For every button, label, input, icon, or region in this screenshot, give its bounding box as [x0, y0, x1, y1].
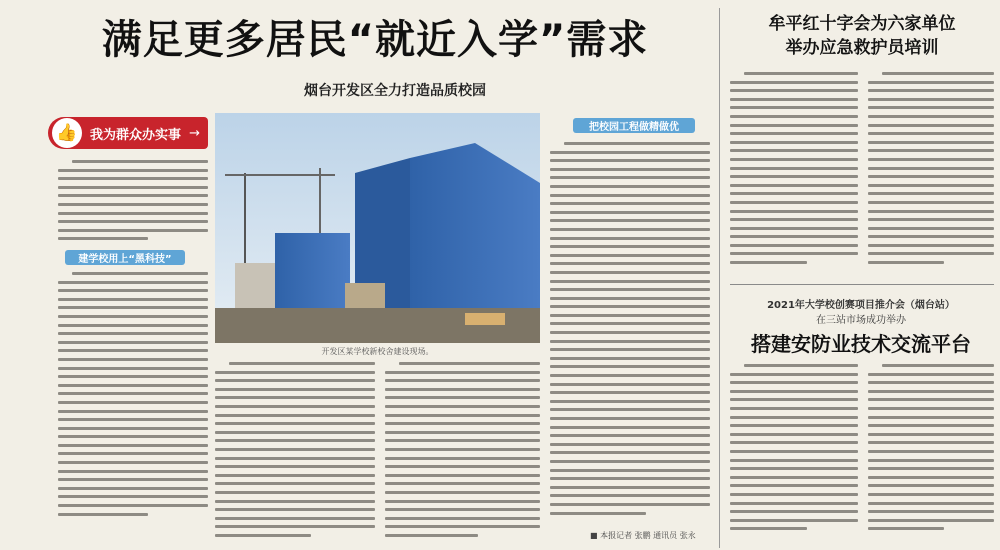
text-line — [58, 332, 208, 335]
text-line — [730, 493, 858, 496]
text-line — [868, 519, 994, 522]
text-line — [215, 379, 375, 382]
article-subheadline: 烟台开发区全力打造品质校园 — [304, 83, 486, 99]
text-line — [550, 271, 710, 274]
text-line — [730, 184, 858, 187]
text-line — [730, 381, 858, 384]
text-line — [550, 254, 710, 257]
text-line — [868, 493, 994, 496]
text-line — [550, 314, 710, 317]
text-line — [868, 115, 994, 118]
text-line — [868, 527, 944, 530]
text-line — [550, 219, 710, 222]
text-line — [730, 424, 858, 427]
text-line — [744, 72, 858, 75]
text-line — [868, 450, 994, 453]
text-line — [58, 177, 208, 180]
text-line — [385, 525, 540, 528]
text-line — [58, 495, 208, 498]
text-line — [868, 124, 994, 127]
text-line — [730, 158, 858, 161]
text-line — [215, 448, 375, 451]
text-line — [882, 72, 994, 75]
text-line — [58, 289, 208, 292]
body-text-column-3 — [385, 362, 540, 542]
text-line — [58, 186, 208, 189]
section-tag-1: 建学校用上“黑科技” — [65, 250, 185, 265]
text-line — [730, 484, 858, 487]
text-line — [882, 364, 994, 367]
text-line — [550, 357, 710, 360]
text-line — [730, 106, 858, 109]
text-line — [730, 141, 858, 144]
text-line — [550, 262, 710, 265]
text-line — [550, 486, 710, 489]
text-line — [385, 465, 540, 468]
text-line — [868, 424, 994, 427]
text-line — [550, 417, 710, 420]
text-line — [868, 141, 994, 144]
text-line — [550, 503, 710, 506]
text-line — [868, 433, 994, 436]
text-line — [58, 306, 208, 309]
text-line — [58, 418, 208, 421]
text-line — [215, 388, 375, 391]
text-line — [868, 502, 994, 505]
text-line — [215, 525, 375, 528]
text-line — [550, 194, 710, 197]
text-line — [550, 168, 710, 171]
text-line — [58, 427, 208, 430]
text-line — [58, 315, 208, 318]
text-line — [215, 517, 375, 520]
text-line — [550, 469, 710, 472]
text-line — [730, 201, 858, 204]
text-line — [730, 398, 858, 401]
text-line — [868, 441, 994, 444]
text-line — [385, 422, 540, 425]
text-line — [868, 381, 994, 384]
text-line — [58, 203, 208, 206]
text-line — [730, 510, 858, 513]
text-line — [399, 362, 540, 365]
text-line — [215, 414, 375, 417]
text-line — [730, 235, 858, 238]
text-line — [550, 211, 710, 214]
text-line — [550, 237, 710, 240]
column-banner — [48, 117, 208, 149]
text-line — [385, 405, 540, 408]
text-line — [58, 169, 208, 172]
text-line — [215, 534, 311, 537]
sidebar-article-1-col-2 — [868, 72, 994, 270]
text-line — [215, 439, 375, 442]
text-line — [868, 175, 994, 178]
text-line — [730, 467, 858, 470]
text-line — [550, 443, 710, 446]
text-line — [868, 81, 994, 84]
sidebar-article-2-title: 搭建安防业技术交流平台 — [751, 332, 971, 356]
text-line — [550, 426, 710, 429]
sidebar-divider — [730, 284, 994, 285]
text-line — [550, 297, 710, 300]
text-line — [550, 305, 710, 308]
text-line — [550, 434, 710, 437]
text-line — [550, 494, 710, 497]
text-line — [868, 201, 994, 204]
text-line — [550, 245, 710, 248]
text-line — [730, 89, 858, 92]
text-line — [385, 431, 540, 434]
text-line — [58, 324, 208, 327]
text-line — [730, 227, 858, 230]
text-line — [58, 367, 208, 370]
text-line — [550, 391, 710, 394]
text-line — [730, 459, 858, 462]
text-line — [215, 422, 375, 425]
text-line — [730, 115, 858, 118]
text-line — [58, 487, 208, 490]
body-text-column-2 — [215, 362, 375, 542]
text-line — [58, 237, 148, 240]
text-line — [215, 371, 375, 374]
title-line-2: 举办应急救护员培训 — [785, 38, 939, 58]
text-line — [385, 500, 540, 503]
text-line — [868, 510, 994, 513]
text-line — [730, 390, 858, 393]
text-line — [868, 89, 994, 92]
text-line — [868, 244, 994, 247]
text-line — [550, 340, 710, 343]
text-line — [58, 470, 208, 473]
text-line — [868, 261, 944, 264]
text-line — [58, 410, 208, 413]
text-line — [730, 175, 858, 178]
text-line — [744, 364, 858, 367]
sidebar-article-1-col-1 — [730, 72, 858, 270]
arrow-right-icon: → — [189, 125, 200, 141]
column-banner-label: 我为群众办实事 — [90, 127, 182, 143]
text-line — [215, 457, 375, 460]
text-line — [868, 184, 994, 187]
text-line — [550, 322, 710, 325]
text-line — [868, 167, 994, 170]
text-line — [550, 280, 710, 283]
text-line — [550, 228, 710, 231]
text-line — [58, 194, 208, 197]
text-line — [385, 457, 540, 460]
text-line — [730, 132, 858, 135]
column-rule — [719, 8, 720, 548]
text-line — [550, 176, 710, 179]
text-line — [730, 441, 858, 444]
section-tag-2: 把校园工程做精做优 — [573, 118, 695, 133]
sidebar-articles — [722, 0, 1000, 550]
text-line — [58, 341, 208, 344]
text-line — [385, 414, 540, 417]
text-line — [215, 474, 375, 477]
body-text-column-1a — [58, 160, 208, 246]
text-line — [550, 374, 710, 377]
text-line — [550, 348, 710, 351]
text-line — [215, 508, 375, 511]
text-line — [868, 252, 994, 255]
text-line — [730, 476, 858, 479]
article-headline: 满足更多居民“就近入学”需求 — [101, 17, 649, 63]
text-line — [868, 407, 994, 410]
text-line — [58, 435, 208, 438]
text-line — [385, 439, 540, 442]
text-line — [550, 383, 710, 386]
text-line — [550, 460, 710, 463]
body-text-column-1b — [58, 272, 208, 521]
text-line — [215, 405, 375, 408]
text-line — [550, 331, 710, 334]
sidebar-article-1-title — [742, 12, 982, 60]
text-line — [730, 527, 807, 530]
text-line — [868, 467, 994, 470]
text-line — [868, 106, 994, 109]
text-line — [215, 431, 375, 434]
text-line — [868, 132, 994, 135]
text-line — [730, 261, 807, 264]
text-line — [215, 396, 375, 399]
text-line — [385, 388, 540, 391]
text-line — [58, 358, 208, 361]
text-line — [58, 401, 208, 404]
text-line — [730, 450, 858, 453]
text-line — [868, 459, 994, 462]
text-line — [385, 379, 540, 382]
text-line — [564, 142, 710, 145]
text-line — [730, 167, 858, 170]
text-line — [550, 408, 710, 411]
text-line — [730, 373, 858, 376]
text-line — [550, 451, 710, 454]
photo-caption: 开发区某学校新校舍建设现场。 — [321, 347, 434, 356]
text-line — [58, 212, 208, 215]
text-line — [72, 160, 208, 163]
sidebar-article-2-col-1 — [730, 364, 858, 536]
sidebar-article-2-col-2 — [868, 364, 994, 536]
text-line — [385, 491, 540, 494]
text-line — [550, 512, 646, 515]
byline: ■ 本报记者 张鹏 通讯员 张永 — [590, 531, 696, 540]
text-line — [730, 124, 858, 127]
text-line — [868, 373, 994, 376]
text-line — [730, 252, 858, 255]
title-line-1: 牟平红十字会为六家单位 — [768, 14, 956, 34]
text-line — [730, 81, 858, 84]
text-line — [868, 98, 994, 101]
text-line — [730, 244, 858, 247]
text-line — [868, 210, 994, 213]
text-line — [730, 416, 858, 419]
text-line — [385, 396, 540, 399]
text-line — [868, 218, 994, 221]
construction-photo — [215, 113, 540, 343]
text-line — [868, 158, 994, 161]
text-line — [385, 474, 540, 477]
text-line — [550, 365, 710, 368]
construction-site-image — [215, 113, 540, 343]
text-line — [385, 534, 478, 537]
text-line — [730, 502, 858, 505]
text-line — [58, 513, 148, 516]
text-line — [385, 508, 540, 511]
text-line — [730, 407, 858, 410]
text-line — [550, 185, 710, 188]
text-line — [868, 398, 994, 401]
text-line — [730, 192, 858, 195]
text-line — [72, 272, 208, 275]
text-line — [868, 149, 994, 152]
text-line — [215, 465, 375, 468]
text-line — [58, 444, 208, 447]
text-line — [550, 202, 710, 205]
text-line — [229, 362, 375, 365]
text-line — [385, 517, 540, 520]
thumbs-up-icon: 👍 — [52, 118, 82, 148]
text-line — [868, 390, 994, 393]
text-line — [730, 210, 858, 213]
text-line — [868, 476, 994, 479]
text-line — [730, 433, 858, 436]
text-line — [730, 149, 858, 152]
text-line — [58, 452, 208, 455]
text-line — [215, 491, 375, 494]
text-line — [58, 349, 208, 352]
text-line — [58, 298, 208, 301]
text-line — [58, 384, 208, 387]
text-line — [58, 220, 208, 223]
text-line — [215, 500, 375, 503]
text-line — [58, 504, 208, 507]
text-line — [550, 477, 710, 480]
text-line — [58, 478, 208, 481]
text-line — [550, 151, 710, 154]
text-line — [868, 227, 994, 230]
text-line — [550, 400, 710, 403]
text-line — [730, 218, 858, 221]
text-line — [868, 416, 994, 419]
text-line — [58, 281, 208, 284]
sidebar-article-2-kicker: 2021年大学校创赛项目推介会（烟台站） — [767, 300, 955, 311]
text-line — [58, 392, 208, 395]
body-text-column-4 — [550, 142, 710, 520]
text-line — [550, 288, 710, 291]
text-line — [868, 235, 994, 238]
text-line — [868, 192, 994, 195]
text-line — [58, 375, 208, 378]
text-line — [730, 519, 858, 522]
text-line — [58, 461, 208, 464]
text-line — [58, 229, 208, 232]
text-line — [385, 371, 540, 374]
text-line — [868, 484, 994, 487]
text-line — [550, 159, 710, 162]
text-line — [215, 482, 375, 485]
sidebar-article-2-kicker-2: 在三站市场成功举办 — [816, 315, 906, 326]
text-line — [385, 482, 540, 485]
text-line — [385, 448, 540, 451]
text-line — [730, 98, 858, 101]
